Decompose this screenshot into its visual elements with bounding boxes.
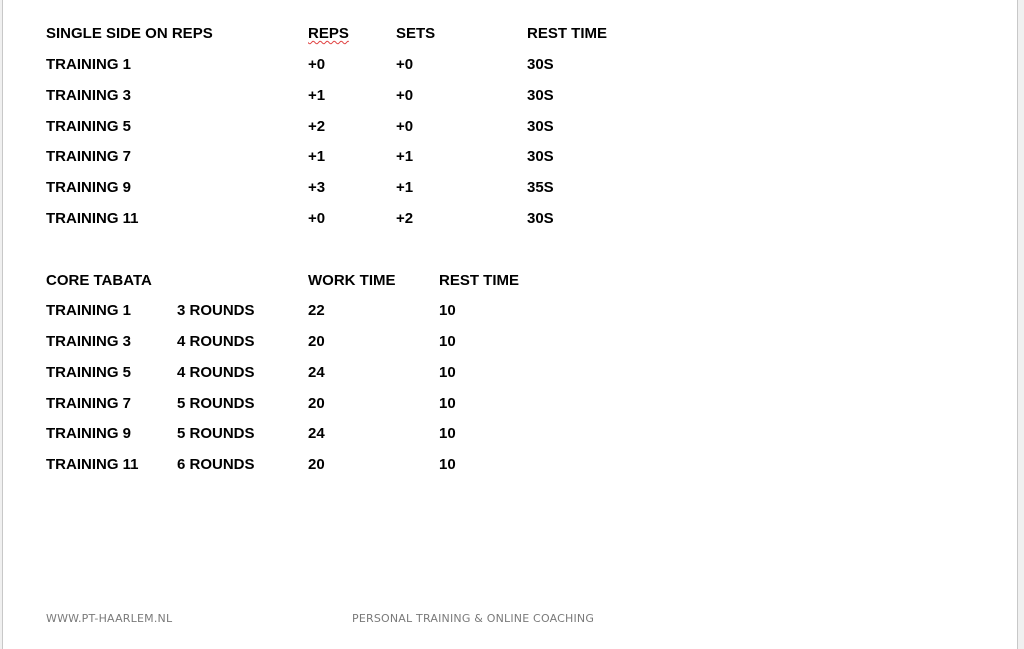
rest-value: 30S: [527, 118, 554, 135]
training-label: TRAINING 5: [46, 364, 132, 381]
training-label: TRAINING 7: [46, 148, 132, 165]
rest-value: 10: [439, 364, 456, 381]
training-label: TRAINING 1: [46, 302, 132, 319]
sets-header: SETS: [396, 25, 436, 42]
training-label: TRAINING 11: [46, 456, 139, 473]
rest-value: 30S: [527, 56, 554, 73]
work-value: 20: [308, 395, 325, 412]
training-label: TRAINING 9: [46, 179, 132, 196]
rest-value: 35S: [527, 179, 554, 196]
rest-value: 10: [439, 456, 456, 473]
training-label: TRAINING 3: [46, 333, 132, 350]
rest-value: 10: [439, 333, 456, 350]
reps-header: REPS: [308, 25, 349, 42]
work-value: 24: [308, 425, 325, 442]
rest-value: 10: [439, 302, 456, 319]
training-label: TRAINING 5: [46, 118, 132, 135]
training-label: TRAINING 1: [46, 56, 132, 73]
sets-value: +1: [396, 148, 414, 165]
rounds-value: 6 ROUNDS: [177, 456, 255, 473]
rounds-value: 5 ROUNDS: [177, 395, 255, 412]
rest-time-header: REST TIME: [439, 272, 520, 289]
work-value: 20: [308, 456, 325, 473]
work-time-header: WORK TIME: [308, 272, 396, 289]
sets-value: +2: [396, 210, 414, 227]
training-label: TRAINING 3: [46, 87, 132, 104]
rounds-value: 5 ROUNDS: [177, 425, 255, 442]
training-label: TRAINING 7: [46, 395, 132, 412]
rounds-value: 4 ROUNDS: [177, 333, 255, 350]
sets-value: +1: [396, 179, 414, 196]
footer-tagline: PERSONAL TRAINING & ONLINE COACHING: [352, 612, 595, 625]
rounds-value: 3 ROUNDS: [177, 302, 255, 319]
rest-value: 30S: [527, 210, 554, 227]
core-tabata-title: CORE TABATA: [46, 272, 152, 289]
reps-value: +2: [308, 118, 326, 135]
rest-value: 30S: [527, 148, 554, 165]
rest-value: 10: [439, 395, 456, 412]
rest-value: 30S: [527, 87, 554, 104]
rest-value: 10: [439, 425, 456, 442]
single-side-title: SINGLE SIDE ON REPS: [46, 25, 213, 42]
reps-value: +1: [308, 87, 326, 104]
document-page: [2, 0, 1018, 649]
work-value: 24: [308, 364, 325, 381]
footer-website: WWW.PT-HAARLEM.NL: [46, 612, 173, 625]
rounds-value: 4 ROUNDS: [177, 364, 255, 381]
reps-value: +3: [308, 179, 326, 196]
sets-value: +0: [396, 56, 414, 73]
reps-value: +1: [308, 148, 326, 165]
work-value: 20: [308, 333, 325, 350]
sets-value: +0: [396, 87, 414, 104]
rest-time-header: REST TIME: [527, 25, 608, 42]
reps-value: +0: [308, 210, 326, 227]
training-label: TRAINING 11: [46, 210, 139, 227]
reps-value: +0: [308, 56, 326, 73]
training-label: TRAINING 9: [46, 425, 132, 442]
work-value: 22: [308, 302, 325, 319]
sets-value: +0: [396, 118, 414, 135]
